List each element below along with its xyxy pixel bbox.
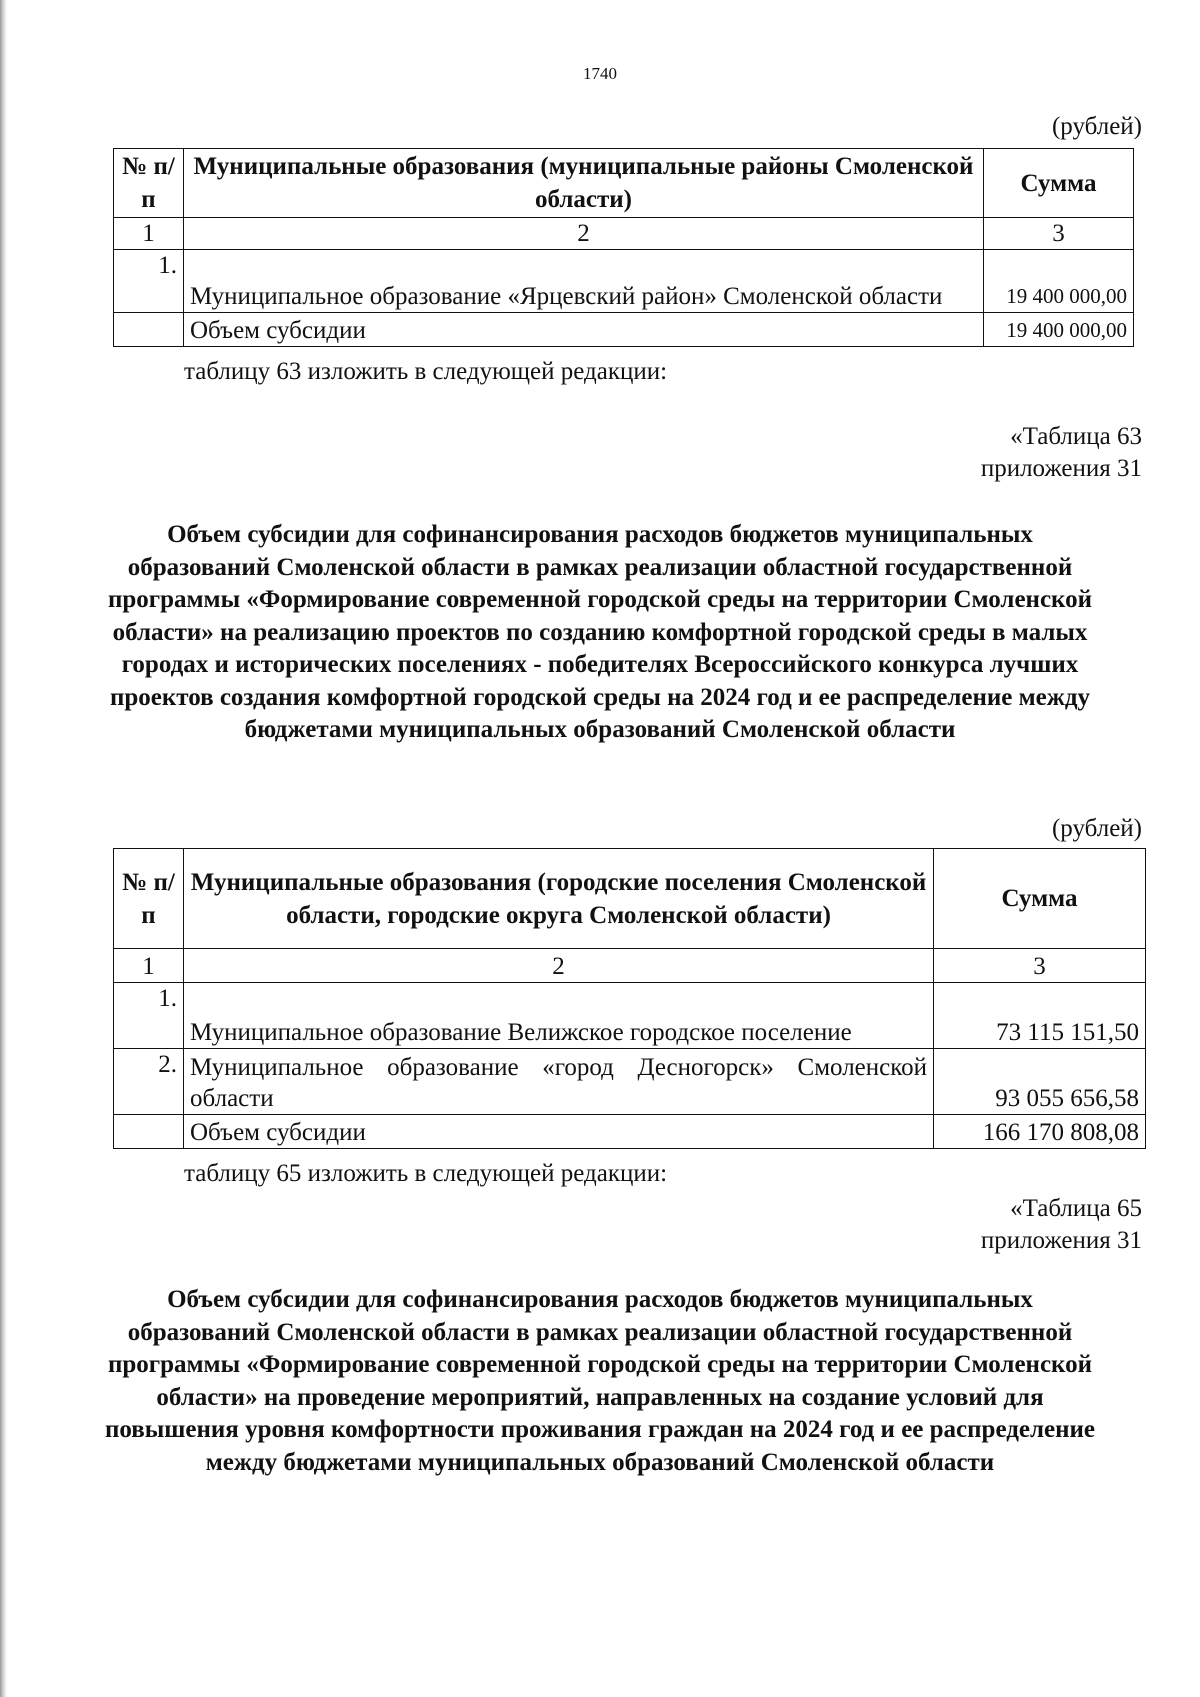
total-num-empty	[114, 1115, 184, 1149]
total-sum: 19 400 000,00	[984, 313, 1134, 347]
table-63-ref-line2: приложения 31	[980, 455, 1142, 482]
intro-65: таблицу 65 изложить в следующей редакции:	[184, 1160, 668, 1187]
total-row	[114, 313, 1134, 347]
table-65-title: Объем субсидии для софинансирования расходов бюджетов муниципальных образований Смоленской области в рамках реализации областной государственной программы «Формирование современной городской среды на территории Смоленской области» на проведение мероприятий, направленных на создание условий для повышения уровня комфортности проживания граждан на 2024 год и ее распределение между бюджетами муниципальных образований Смоленской области	[104, 1286, 1095, 1476]
row-num: 1.	[114, 250, 184, 313]
table-63-reference	[742, 421, 1142, 485]
total-label: Объем субсидии	[184, 313, 984, 347]
table-62	[113, 148, 1134, 347]
row-entity: Муниципальное образование Велижское городское поселение	[184, 983, 934, 1049]
units-label: (рублей)	[1051, 113, 1142, 140]
row-entity: Муниципальное образование «город Десногорск» Смоленской области	[184, 1049, 934, 1115]
table-65-reference	[742, 1193, 1142, 1257]
col-number: 2	[184, 218, 984, 250]
table-63-title: Объем субсидии для софинансирования расходов бюджетов муниципальных образований Смоленской области в рамках реализации областной государственной программы «Формирование современной городской среды на территории Смоленской области» на реализацию проектов по созданию комфортной городской среды в малых городах и исторических поселениях - победителях Всероссийского конкурса лучших проектов создания комфортной городской среды на 2024 год и ее распределение между бюджетами муниципальных образований Смоленской области	[107, 521, 1093, 743]
header-sum: Сумма	[984, 149, 1134, 218]
table-row	[114, 1049, 1146, 1115]
row-num: 1.	[114, 983, 184, 1049]
header-num: № п/п	[114, 849, 184, 949]
header-entity: Муниципальные образования (муниципальные районы Смоленской области)	[184, 149, 984, 218]
row-sum: 19 400 000,00	[984, 250, 1134, 313]
row-sum: 93 055 656,58	[934, 1049, 1146, 1115]
header-sum: Сумма	[934, 849, 1146, 949]
col-number: 1	[114, 949, 184, 983]
row-num: 2.	[114, 1049, 184, 1115]
row-entity: Муниципальное образование «Ярцевский район» Смоленской области	[184, 250, 984, 313]
col-number: 3	[984, 218, 1134, 250]
intro-63: таблицу 63 изложить в следующей редакции:	[184, 358, 668, 385]
scan-edge	[0, 0, 7, 1697]
page-number: 1740	[583, 64, 617, 83]
col-number: 1	[114, 218, 184, 250]
row-sum: 73 115 151,50	[934, 983, 1146, 1049]
table-63	[113, 848, 1146, 1149]
total-sum: 166 170 808,08	[934, 1115, 1146, 1149]
units-label: (рублей)	[1051, 815, 1142, 842]
col-number: 3	[934, 949, 1146, 983]
header-num: № п/п	[114, 149, 184, 218]
total-row	[114, 1115, 1146, 1149]
col-number: 2	[184, 949, 934, 983]
header-entity: Муниципальные образования (городские поселения Смоленской области, городские округа Смоленской области)	[184, 849, 934, 949]
table-row	[114, 983, 1146, 1049]
total-label: Объем субсидии	[184, 1115, 934, 1149]
total-num-empty	[114, 313, 184, 347]
table-row	[114, 250, 1134, 313]
table-65-ref-line2: приложения 31	[980, 1227, 1142, 1254]
table-63-ref-line1: «Таблица 63	[1010, 423, 1142, 450]
table-65-ref-line1: «Таблица 65	[1010, 1195, 1142, 1222]
